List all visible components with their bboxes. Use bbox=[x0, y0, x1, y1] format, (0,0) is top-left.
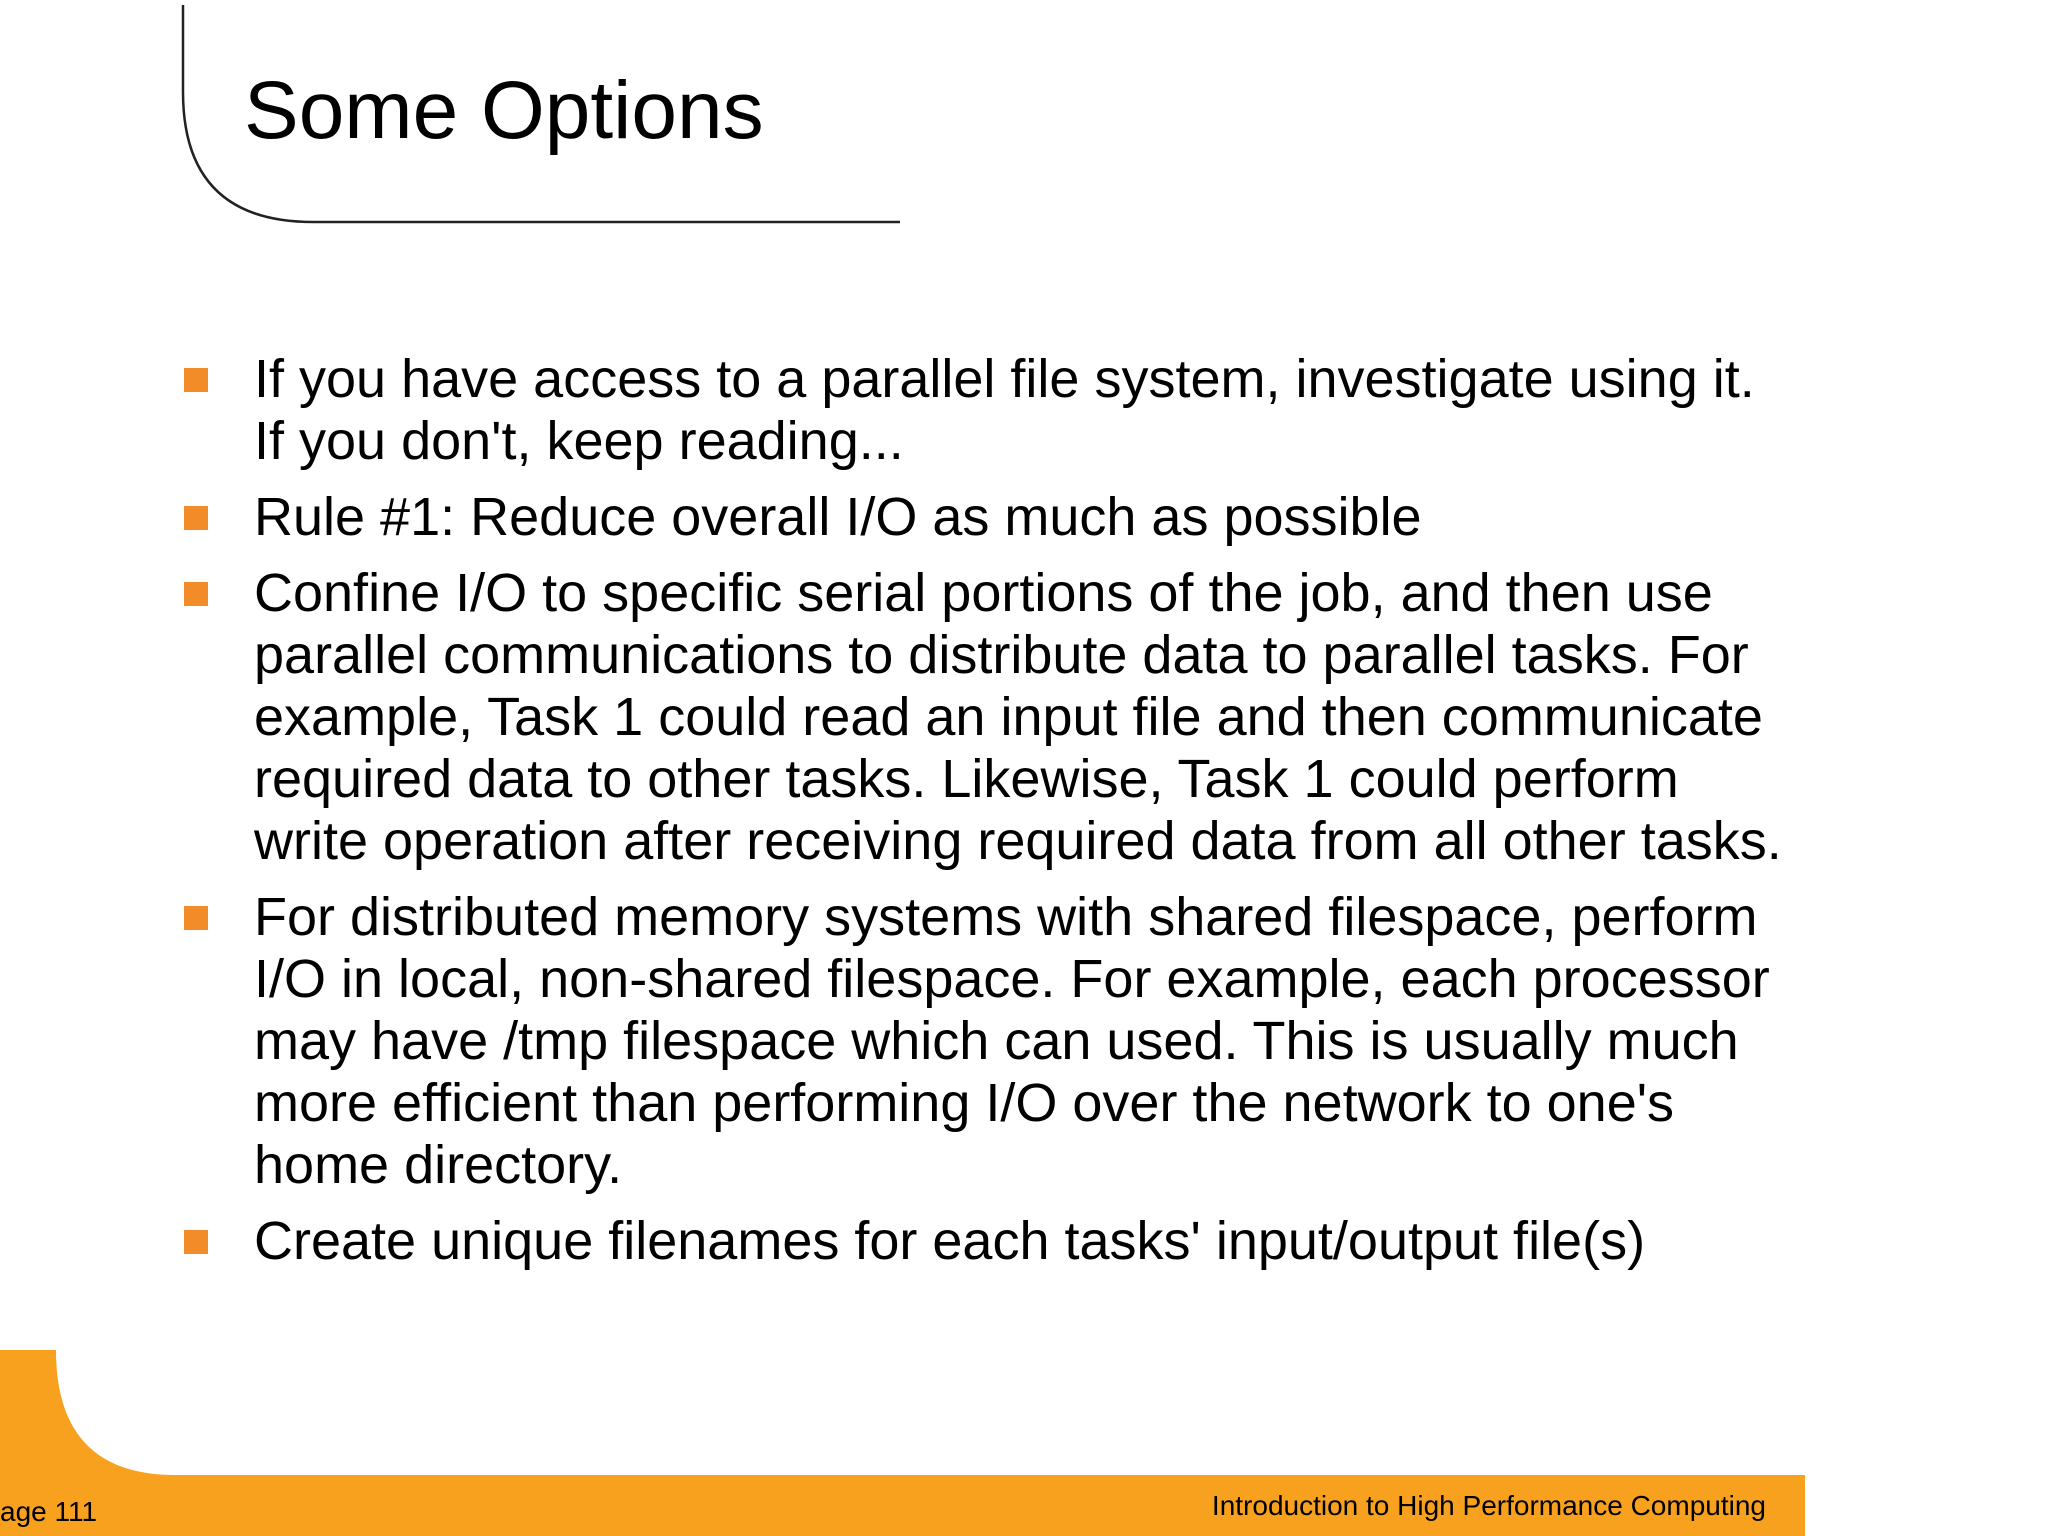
bullet-line: home directory. bbox=[254, 1135, 623, 1195]
bullet-line: Create unique filenames for each tasks' input/output file(s) bbox=[254, 1211, 1646, 1271]
bullet-line: may have /tmp filespace which can used. This is usually much bbox=[254, 1011, 1739, 1071]
bullet-line: required data to other tasks. Likewise, Task 1 could perform bbox=[254, 749, 1679, 809]
bullet-item bbox=[182, 562, 1922, 872]
bullet-line: more efficient than performing I/O over the network to one's bbox=[254, 1073, 1675, 1133]
bullet-line: I/O in local, non-shared filespace. For example, each processor bbox=[254, 949, 1770, 1009]
bullet-square-icon bbox=[184, 582, 208, 606]
bullet-line: If you have access to a parallel file system, investigate using it. bbox=[254, 349, 1755, 409]
bullet-item bbox=[182, 486, 1922, 548]
bullet-line: If you don't, keep reading... bbox=[254, 411, 904, 471]
bullet-item bbox=[182, 348, 1922, 472]
bullet-line: parallel communications to distribute data to parallel tasks. For bbox=[254, 625, 1749, 685]
bullet-square-icon bbox=[184, 368, 208, 392]
slide-title: Some Options bbox=[244, 65, 764, 156]
page-number: age 111 bbox=[0, 1496, 98, 1527]
bullet-line: For distributed memory systems with shared filespace, perform bbox=[254, 887, 1758, 947]
footer-course-title: Introduction to High Performance Computing bbox=[1211, 1490, 1766, 1521]
bullet-list bbox=[182, 348, 1922, 1286]
bullet-line: Rule #1: Reduce overall I/O as much as possible bbox=[254, 487, 1422, 547]
bullet-line: example, Task 1 could read an input file and then communicate bbox=[254, 687, 1763, 747]
bullet-square-icon bbox=[184, 1230, 208, 1254]
bullet-item bbox=[182, 886, 1922, 1196]
bullet-line: write operation after receiving required data from all other tasks. bbox=[254, 811, 1782, 871]
bullet-square-icon bbox=[184, 506, 208, 530]
bullet-line: Confine I/O to specific serial portions of the job, and then use bbox=[254, 563, 1713, 623]
bullet-item bbox=[182, 1210, 1922, 1272]
bullet-square-icon bbox=[184, 906, 208, 930]
